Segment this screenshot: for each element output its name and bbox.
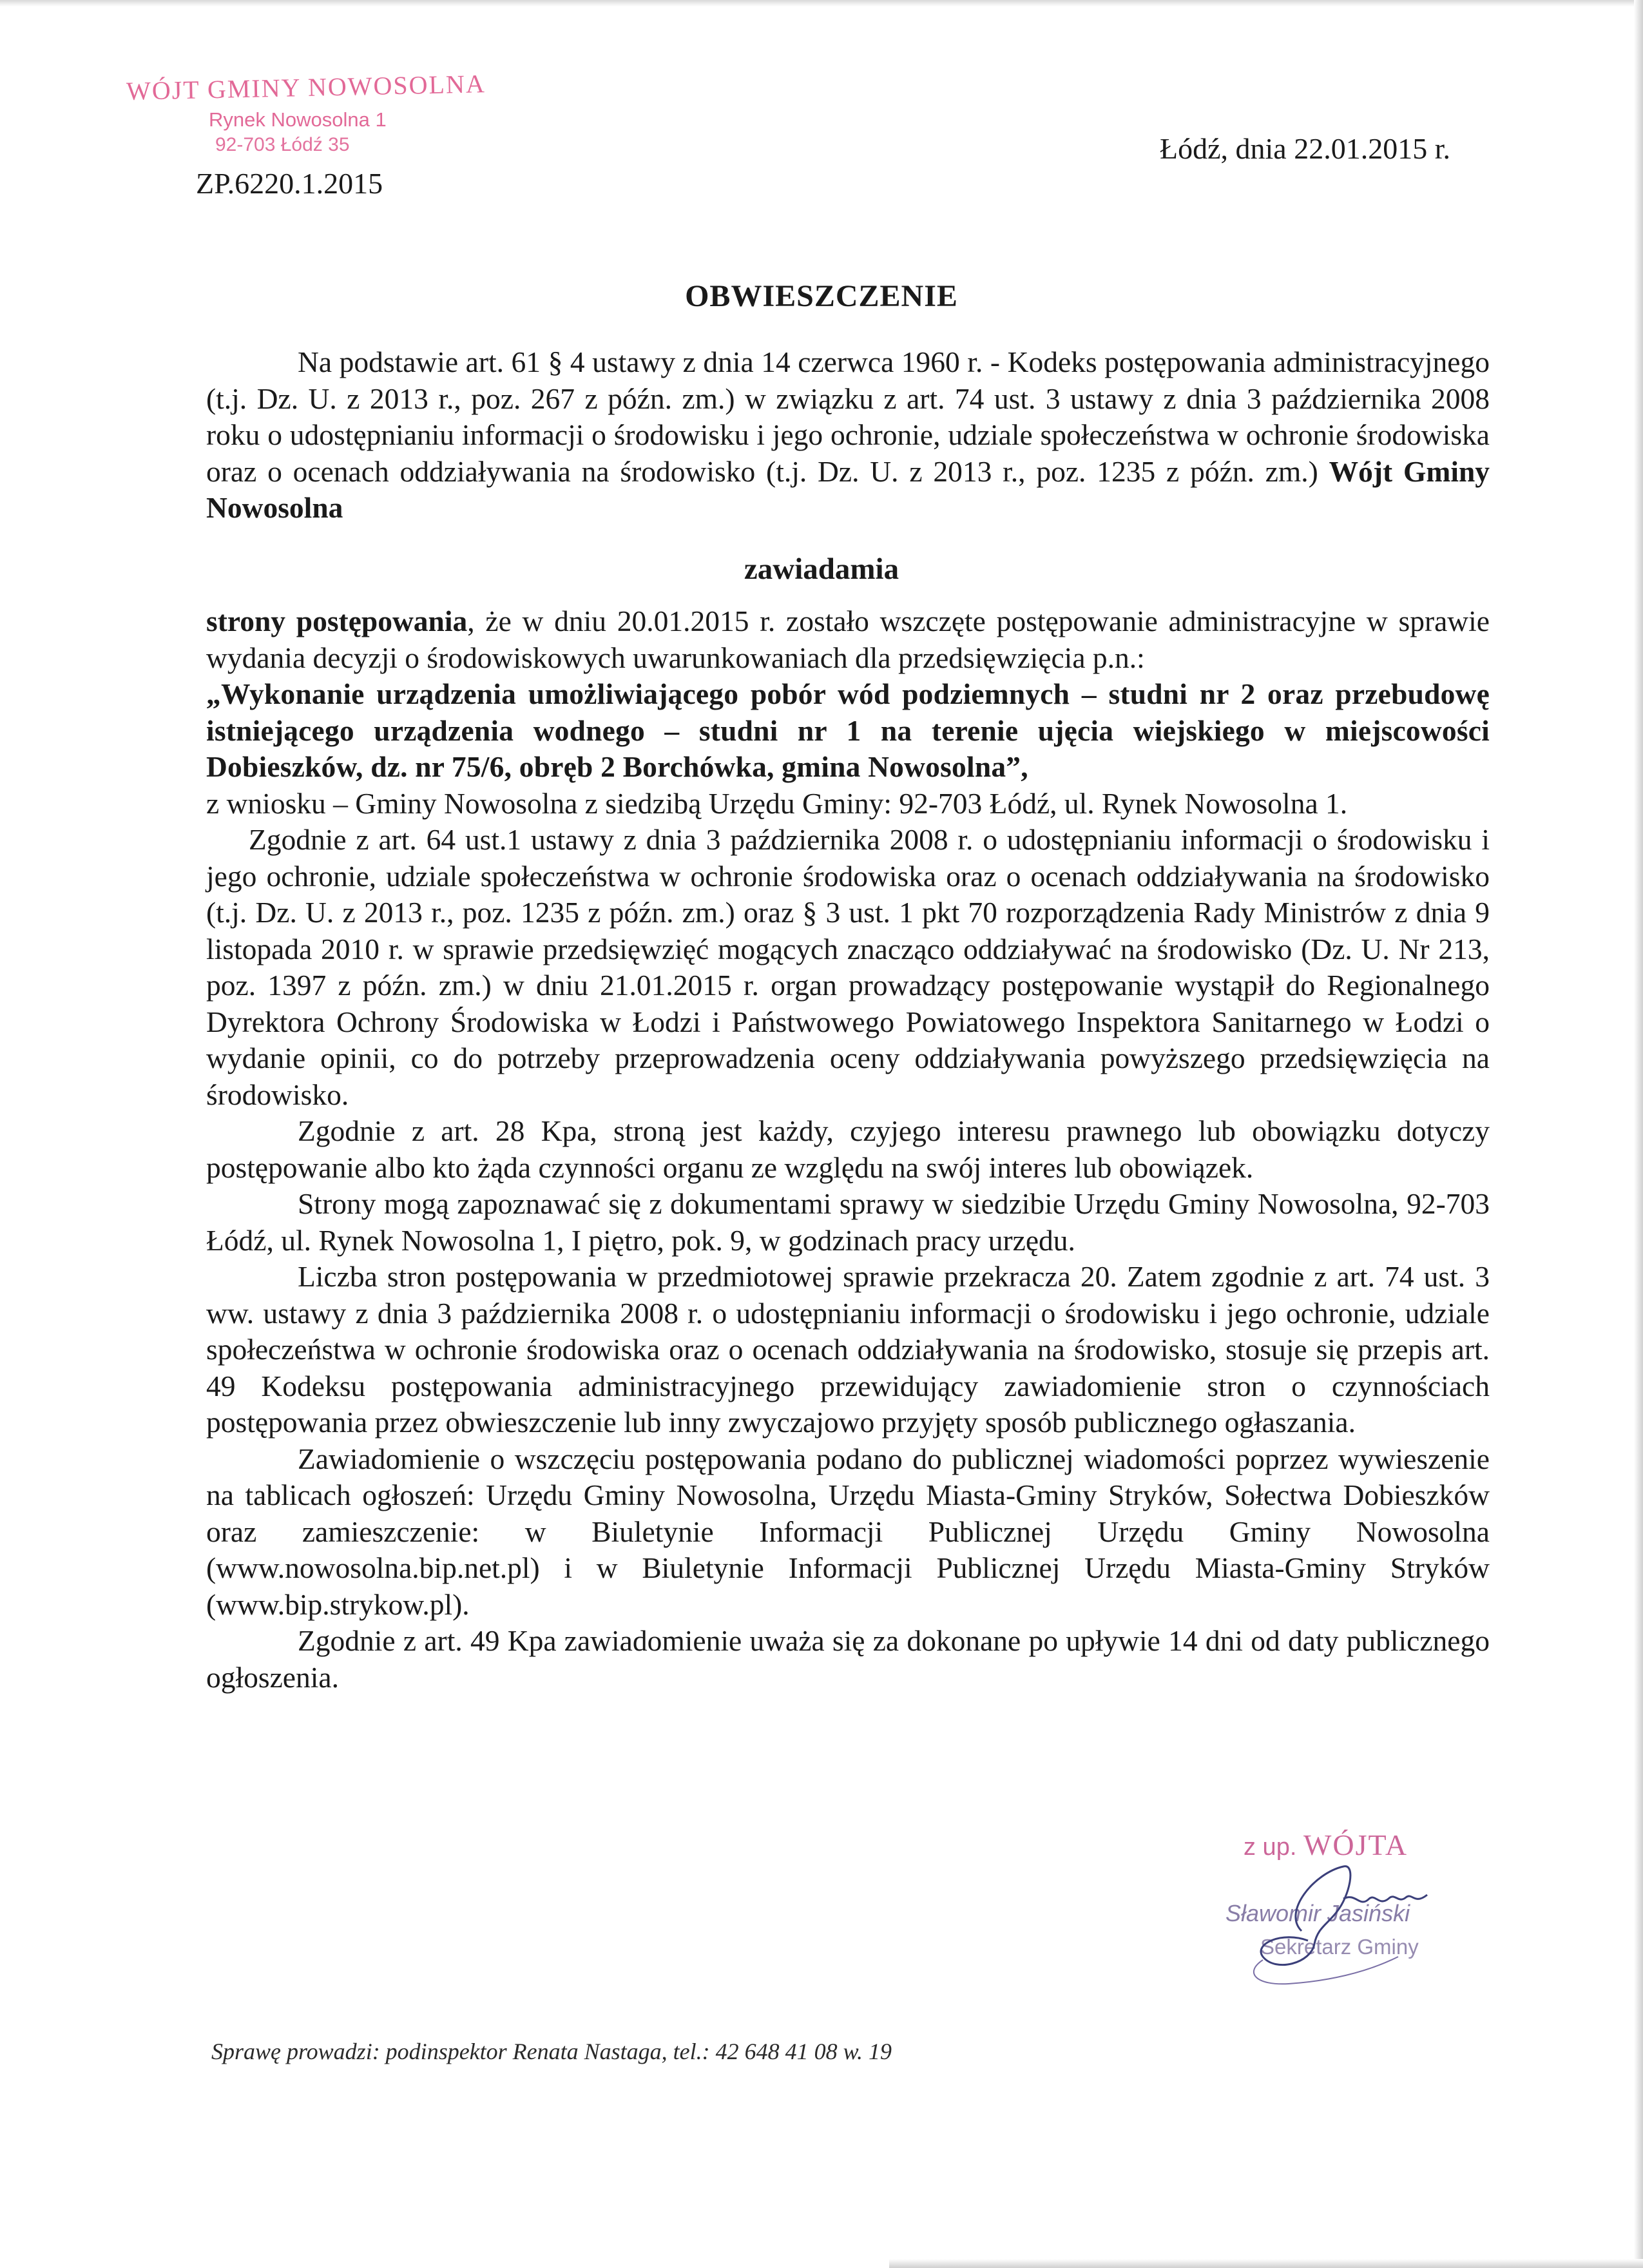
legal-basis-paragraph <box>206 344 1490 527</box>
signature-authority-prefix: z up. <box>1244 1834 1297 1861</box>
notice-lead-text: , że w dniu 20.01.2015 r. zostało wszczęte postępowanie administracyjne w sprawie wydania decyzji o środowiskowych uwarunkowaniach dla przedsięwzięcia p.n.: <box>206 605 1490 674</box>
office-stamp <box>126 69 500 169</box>
case-handler-note: Sprawę prowadzi: podinspektor Renata Nastaga, tel.: 42 648 41 08 w. 19 <box>211 2039 892 2064</box>
signatory-name: Sławomir Jasiński <box>1225 1900 1410 1926</box>
notice-paragraph: Strony mogą zapoznawać się z dokumentami sprawy w siedzibie Urzędu Gminy Nowosolna, 92-703 Łódź, ul. Rynek Nowosolna 1, I piętro, pok. 9, w godzinach pracy urzędu. <box>206 1187 1490 1257</box>
notice-addressee: strony postępowania <box>206 605 468 637</box>
applicant-line: z wniosku – Gminy Nowosolna z siedzibą Urzędu Gminy: 92-703 Łódź, ul. Rynek Nowosolna 1. <box>206 786 1348 820</box>
signatory-role: Sekretarz Gminy <box>1260 1935 1419 1959</box>
case-reference-number: ZP.6220.1.2015 <box>196 167 383 200</box>
notice-paragraph: Liczba stron postępowania w przedmiotowej sprawie przekracza 20. Zatem zgodnie z art. 74 ust. 3 ww. ustawy z dnia 3 października 2008 r. o udostępnianiu informacji o środowisku i jego ochronie, udziale społeczeństwa w ochronie środowiska oraz o ocenach oddziaływania na środowisko, stosuje się przepis art. 49 Kodeksu postępowania administracyjnego przewidujący zawiadomienie stron o czynnościach postępowania przez obwieszczenie lub inny zwyczajowo przyjęty sposób publicznego ogłaszania. <box>206 1260 1490 1439</box>
issuing-authority: Wójt Gminy Nowosolna <box>206 454 1490 524</box>
document-title: OBWIESZCZENIE <box>685 279 958 313</box>
place-and-date: Łódź, dnia 22.01.2015 r. <box>1160 132 1450 165</box>
handwritten-signature-icon <box>1205 1834 1488 1989</box>
notice-body <box>206 603 1490 1696</box>
scan-bottom-edge <box>889 2259 1643 2268</box>
stamp-office-name: WÓJT GMINY NOWOSOLNA <box>126 69 486 106</box>
scan-right-edge <box>1634 0 1643 2268</box>
notice-paragraph: Zgodnie z art. 49 Kpa zawiadomienie uważa się za dokonane po upływie 14 dni od daty publicznego ogłoszenia. <box>206 1624 1490 1694</box>
notice-paragraph: Zgodnie z art. 28 Kpa, stroną jest każdy, czyjego interesu prawnego lub obowiązku dotyczy postępowanie albo kto żąda czynności organu ze względu na swój interes lub obowiązek. <box>206 1114 1490 1184</box>
scan-top-edge <box>0 0 1643 6</box>
notice-paragraph: Zgodnie z art. 64 ust.1 ustawy z dnia 3 października 2008 r. o udostępnianiu informacji o środowisku i jego ochronie, udziale społeczeństwa w ochronie środowiska oraz o ocenach oddziaływania na środowisko (t.j. Dz. U. z 2013 r., poz. 1235 z późn. zm.) oraz § 3 ust. 1 pkt 70 rozporządzenia Rady Ministrów z dnia 9 listopada 2010 r. w sprawie przedsięwzięć mogących znacząco oddziaływać na środowisko (Dz. U. Nr 213, poz. 1397 z późn. zm.) w dniu 21.01.2015 r. organ prowadzący postępowanie wystąpił do Regionalnego Dyrektora Ochrony Środowiska w Łodzi i Państwowego Powiatowego Inspektora Sanitarnego w Łodzi o wydanie opinii, co do potrzeby przeprowadzenia oceny oddziaływania powyższego przedsięwzięcia na środowisko. <box>206 823 1490 1111</box>
project-name: „Wykonanie urządzenia umożliwiającego pobór wód podziemnych – studni nr 2 oraz przebudowę istniejącego urządzenia wodnego – studni nr 1 na terenie ujęcia wiejskiego w miejscowości Dobieszków, dz. nr 75/6, obręb 2 Borchówka, gmina Nowosolna”, <box>206 677 1490 783</box>
signature-block <box>1205 1828 1488 1989</box>
signature-authority-title: WÓJTA <box>1303 1828 1408 1861</box>
stamp-postcode: 92-703 Łódź 35 <box>215 134 350 155</box>
stamp-street: Rynek Nowosolna 1 <box>209 108 387 131</box>
announce-heading: zawiadamia <box>744 552 899 586</box>
legal-basis-text: Na podstawie art. 61 § 4 ustawy z dnia 14 czerwca 1960 r. - Kodeks postępowania administracyjnego (t.j. Dz. U. z 2013 r., poz. 267 z późn. zm.) w związku z art. 74 ust. 3 ustawy z dnia 3 października 2008 roku o udostępnianiu informacji o środowisku i jego ochronie, udziale społeczeństwa w ochronie środowiska oraz o ocenach oddziaływania na środowisko (t.j. Dz. U. z 2013 r., poz. 1235 z późn. zm.) <box>206 345 1490 488</box>
notice-paragraph: Zawiadomienie o wszczęciu postępowania podano do publicznej wiadomości poprzez wywieszenie na tablicach ogłoszeń: Urzędu Gminy Nowosolna, Urzędu Miasta-Gminy Stryków, Sołectwa Dobieszków oraz zamieszczenie: w Biuletynie Informacji Publicznej Urzędu Gminy Nowosolna (www.nowosolna.bip.net.pl) i w Biuletynie Informacji Publicznej Urzędu Miasta-Gminy Stryków (www.bip.strykow.pl). <box>206 1442 1490 1621</box>
